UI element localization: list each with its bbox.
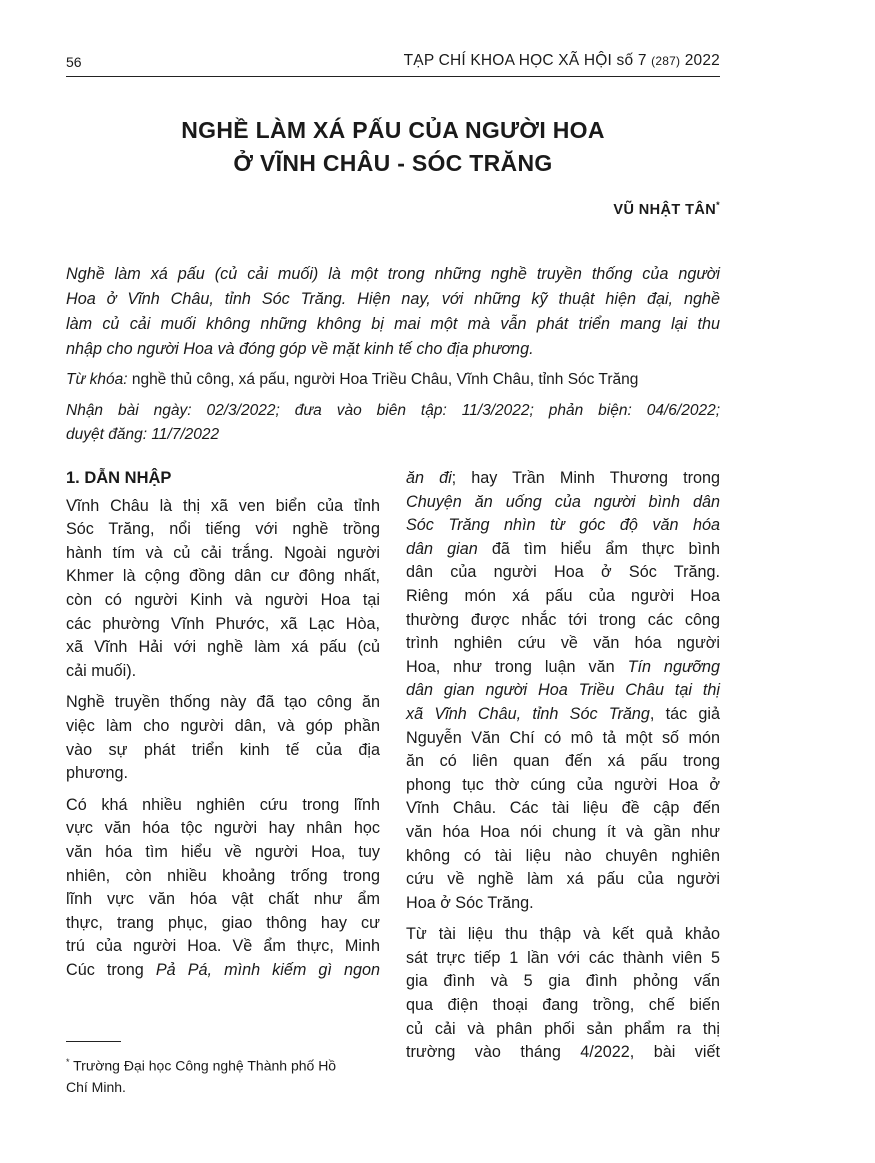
body-italic: Tín ngưỡng	[627, 657, 720, 676]
body-line: Khmer là cộng đồng dân cư đông nhất,	[66, 567, 380, 586]
body-italic: xã Vĩnh Châu, tỉnh Sóc Trăng	[406, 704, 650, 723]
body-italic: Chuyện ăn uống của người bình dân	[406, 492, 720, 511]
body-line: việc làm cho người dân, và góp phần	[66, 716, 380, 735]
body-line: phong tục thờ cúng của người Hoa ở	[406, 775, 720, 794]
body-line: văn hóa Hoa nói chung ít và gần như	[406, 822, 720, 841]
body-line: thường được nhắc tới trong các công	[406, 610, 720, 629]
article-title	[66, 114, 720, 180]
body-line: Sóc Trăng, nổi tiếng với nghề trồng	[66, 520, 380, 539]
body-line: sát trực tiếp 1 lần với các thành viên 5	[406, 948, 720, 967]
body-line: Từ tài liệu thu thập và kết quả khảo	[406, 925, 720, 944]
abstract-line: làm củ cải muối không những không bị mai một mà vẫn phát triển mang lại thu	[66, 315, 720, 333]
body-line: dân của người Hoa ở Sóc Trăng.	[406, 563, 720, 582]
body-line: xã Vĩnh Hải với nghề làm xá pấu (củ	[66, 638, 380, 657]
body-line	[406, 514, 720, 538]
title-line-2: Ở VĨNH CHÂU - SÓC TRĂNG	[233, 150, 553, 176]
submission-dates	[66, 399, 720, 447]
keywords-label: Từ khóa:	[66, 371, 128, 388]
body-line: cứu về nghề làm xá pấu của người	[406, 870, 720, 889]
left-column	[66, 467, 380, 982]
page-number: 56	[66, 54, 82, 70]
abstract	[66, 262, 720, 362]
body-line: Có khá nhiều nghiên cứu trong lĩnh	[66, 795, 380, 814]
body-line	[406, 491, 720, 515]
body-line: còn có người Kinh và người Hoa tại	[66, 590, 380, 609]
footnote-line	[66, 1052, 380, 1077]
body-text: ; hay Trần Minh Thương trong	[451, 469, 720, 487]
body-line: các phường Vĩnh Phước, xã Lạc Hòa,	[66, 614, 380, 633]
body-text: đã tìm hiểu ẩm thực bình	[477, 539, 720, 558]
body-text: Cúc trong	[66, 960, 156, 979]
author	[613, 200, 720, 218]
body-line: không có tài liệu nào chuyên nghiên	[406, 846, 720, 865]
keywords	[66, 371, 720, 389]
body-line: trú của người Hoa. Về ẩm thực, Minh	[66, 937, 380, 956]
body-line: Riêng món xá pấu của người Hoa	[406, 586, 720, 605]
author-name: VŨ NHẬT TÂN	[613, 201, 717, 218]
body-line	[66, 959, 380, 983]
body-text: , tác giả	[649, 704, 720, 723]
body-line	[406, 703, 720, 727]
journal-prefix: TẠP CHÍ KHOA HỌC XÃ HỘI số 7	[403, 52, 647, 69]
body-line: trường vào tháng 4/2022, bài viết	[406, 1043, 720, 1062]
footnote-mark: *	[66, 1057, 70, 1067]
abstract-line: Nghề làm xá pấu (củ cải muối) là một trong những nghề truyền thống của người	[66, 265, 720, 283]
right-column	[406, 467, 720, 1065]
journal-issue: (287)	[651, 54, 681, 68]
body-line: Nguyễn Văn Chí có mô tả một số món	[406, 728, 720, 747]
body-italic: dân gian	[406, 539, 478, 558]
body-line: cải muối).	[66, 661, 137, 680]
footnote-line: Chí Minh.	[66, 1078, 126, 1095]
body-text: Hoa, như trong luận văn	[406, 657, 628, 676]
footnote-rule	[66, 1041, 121, 1042]
body-line: qua điện thoại đang trồng, chế biến	[406, 996, 720, 1015]
body-line	[406, 538, 720, 562]
journal-header	[404, 52, 720, 70]
keywords-text: nghề thủ công, xá pấu, người Hoa Triều Châu, Vĩnh Châu, tỉnh Sóc Trăng	[127, 371, 639, 388]
body-line: Hoa ở Sóc Trăng.	[406, 893, 534, 912]
body-line: củ cải và phân phối sản phẩm ra thị	[406, 1019, 720, 1038]
body-line: ăn có liên quan đến xá pấu trong	[406, 752, 720, 771]
title-line-1: NGHỀ LÀM XÁ PẤU CỦA NGƯỜI HOA	[181, 117, 605, 143]
abstract-line: Hoa ở Vĩnh Châu, tỉnh Sóc Trăng. Hiện nay, với những kỹ thuật hiện đại, nghề	[66, 290, 720, 308]
body-line: nhiên, còn nhiều khoảng trống trong	[66, 866, 380, 885]
body-line: Vĩnh Châu. Các tài liệu đề cập đến	[406, 799, 720, 818]
header-rule	[66, 76, 720, 77]
dates-line: duyệt đăng: 11/7/2022	[66, 426, 220, 443]
body-line: gia đình và 5 gia đình phỏng vấn	[406, 972, 720, 991]
body-line: trình nghiên cứu về văn hóa người	[406, 634, 720, 653]
footnote-text: Trường Đại học Công nghệ Thành phố Hồ	[69, 1057, 337, 1074]
body-line: văn hóa tìm hiểu về người Hoa, tuy	[66, 842, 380, 861]
body-line: hành tím và củ cải trắng. Ngoài người	[66, 543, 380, 562]
body-italic: Pả Pá, mình kiếm gì ngon	[155, 960, 380, 979]
body-line	[406, 656, 720, 680]
body-line: Nghề truyền thống này đã tạo công ăn	[66, 693, 380, 712]
body-italic: ăn đi	[406, 469, 452, 487]
body-line: thực, trang phục, giao thông hay cư	[66, 913, 380, 932]
author-mark: *	[716, 200, 720, 210]
abstract-line: nhập cho người Hoa và đóng góp về mặt kinh tế cho địa phương.	[66, 340, 534, 358]
journal-year: 2022	[684, 52, 720, 69]
body-line: vực văn hóa tộc người hay nhân học	[66, 819, 380, 838]
body-line	[406, 467, 720, 491]
footnote	[66, 1052, 380, 1098]
section-heading: 1. DẪN NHẬP	[66, 469, 172, 487]
body-italic: Sóc Trăng nhìn từ góc độ văn hóa	[406, 516, 720, 535]
dates-line: Nhận bài ngày: 02/3/2022; đưa vào biên tập: 11/3/2022; phản biện: 04/6/2022;	[66, 402, 720, 419]
body-line: lĩnh vực văn hóa vật chất như ẩm	[66, 890, 380, 909]
body-line: phương.	[66, 764, 128, 783]
body-line: vào sự phát triển kinh tế của địa	[66, 740, 380, 759]
body-italic: dân gian người Hoa Triều Châu tại thị	[406, 681, 720, 700]
body-line: Vĩnh Châu là thị xã ven biển của tỉnh	[66, 496, 380, 515]
body-line	[406, 679, 720, 703]
